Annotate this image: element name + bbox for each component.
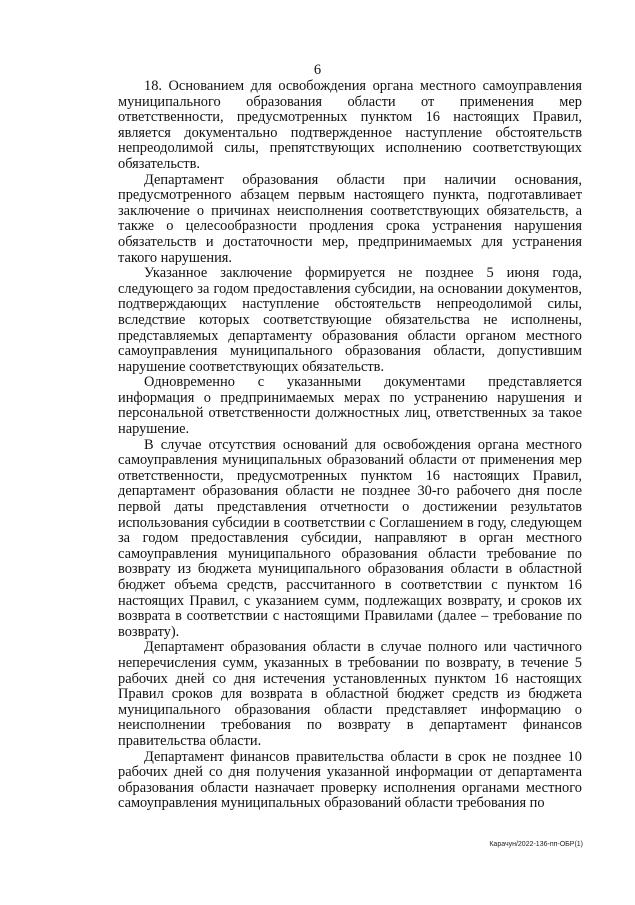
document-footer-code: Карачун/2022-136-пп-ОБР(1)	[489, 841, 583, 848]
page-number: 6	[313, 62, 322, 78]
paragraph-conclusion-deadline: Указанное заключение формируется не позднее 5 июня года, следующего за годом предоставления субсидии, на основании документов, подтверждающих наступление обстоятельств непреодолимой силы, вследствие которых соответствующие обязательства не исполнены, представляемых департаменту образования области органом местного самоуправления муниципального образования области, допустившим нарушение соответствующих обязательств.	[118, 265, 582, 375]
paragraph-finance-inspection: Департамент финансов правительства области в срок не позднее 10 рабочих дней со дня получения указанной информации от департамента образования области назначает проверку исполнения органами местного самоуправления муниципальных образований области требования по	[118, 748, 582, 812]
paragraph-nonpayment-information: Департамент образования области в случае полного или частичного неперечисления сумм, указанных в требовании по возврату, в течение 5 рабочих дней со дня истечения установленных пунктом 16 настоящих Правил сроков для возврата в областной бюджет средств из бюджета муниципального образования области представляет информацию о неисполнении требования по возврату в департамент финансов правительства области.	[118, 639, 582, 749]
paragraph-return-requirement: В случае отсутствия оснований для освобождения органа местного самоуправления муниципальных образований области от применения мер ответственности, предусмотренных пунктом 16 настоящих Правил, департамент образования области не позднее 30-го рабочего дня после первой даты представления отчетности о достижении результатов использования субсидии в соответствии с Соглашением в году, следующем за годом предоставления субсидии, направляют в орган местного самоуправления муниципального образования области требование по возврату из бюджета муниципального образования области в областной бюджет объема средств, рассчитанного в соответствии с пунктом 16 настоящих Правил, с указанием сумм, подлежащих возврату, и сроков их возврата в соответствии с настоящими Правилами (далее – требование по возврату).	[118, 436, 582, 640]
document-body	[118, 79, 582, 812]
paragraph-conclusion-preparation: Департамент образования области при наличии основания, предусмотренного абзацем первым настоящего пункта, подготавливает заключение о причинах неисполнения соответствующих обязательств, а также о целесообразности продления срока устранения нарушения обязательств и достаточности мер, предпринимаемых для устранения такого нарушения.	[118, 171, 582, 266]
paragraph-information-submission: Одновременно с указанными документами представляется информация о предпринимаемых мерах по устранению нарушения и персональной ответственности должностных лиц, ответственных за такое нарушение.	[118, 374, 582, 438]
paragraph-18-grounds: 18. Основанием для освобождения органа местного самоуправления муниципального образования области от применения мер ответственности, предусмотренных пунктом 16 настоящих Правил, является документально подтвержденное наступление обстоятельств непреодолимой силы, препятствующих исполнению соответствующих обязательств.	[118, 78, 582, 172]
